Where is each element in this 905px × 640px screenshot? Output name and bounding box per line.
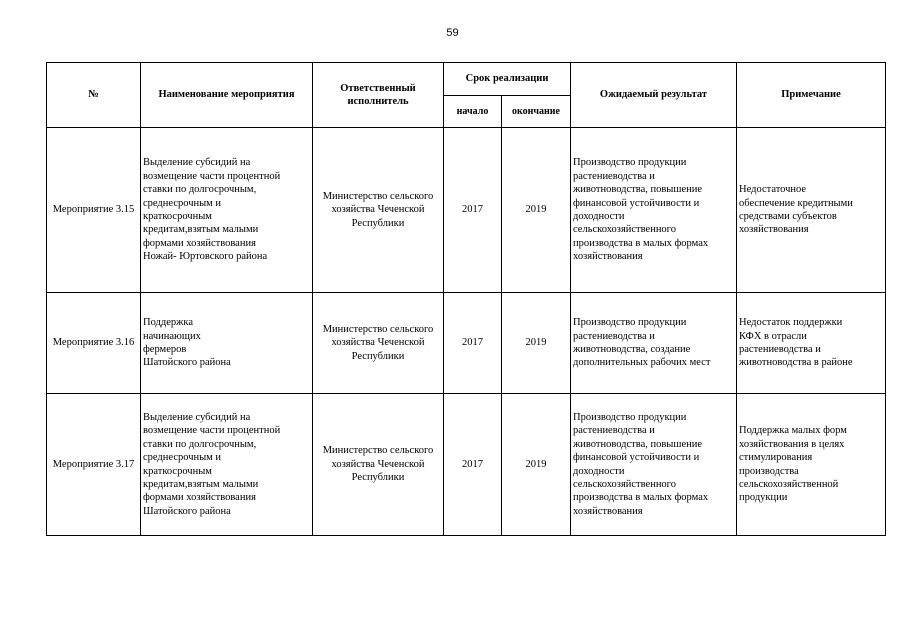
- row-note: [737, 293, 886, 394]
- activities-table: [46, 62, 886, 536]
- row-name-text: Поддержка начинающих фермеров Шатойского района: [143, 317, 231, 369]
- row-note-text: Недостаток поддержки КФХ в отрасли растениеводства и животноводства в районе: [739, 317, 853, 369]
- header-start: начало: [444, 96, 502, 128]
- header-end: окончание: [502, 96, 571, 128]
- header-result: Ожидаемый результат: [571, 63, 737, 128]
- row-end: 2019: [502, 128, 571, 293]
- row-note-text: Поддержка малых форм хозяйствования в целях стимулирования производства сельскохозяйственной продукции: [739, 425, 847, 504]
- header-period: Срок реализации: [444, 63, 571, 96]
- row-end: 2019: [502, 394, 571, 536]
- row-name: [141, 128, 313, 293]
- row-name: [141, 293, 313, 394]
- row-start: 2017: [444, 293, 502, 394]
- header-row: [47, 63, 886, 96]
- row-start: 2017: [444, 128, 502, 293]
- row-executor: Министерство сельского хозяйства Чеченской Республики: [313, 394, 444, 536]
- row-note-text: Недостаточное обеспечение кредитными средствами субъектов хозяйствования: [739, 184, 853, 236]
- row-result-text: Производство продукции растениеводства и животноводства, повышение финансовой устойчивости и доходности сельскохозяйственного производства в малых формах хозяйствования: [573, 157, 709, 263]
- row-result: [571, 128, 737, 293]
- row-num: Мероприятие 3.15: [47, 128, 141, 293]
- row-note: [737, 128, 886, 293]
- row-name-text: Выделение субсидий на возмещение части процентной ставки по долгосрочным, среднесрочным и краткосрочным кредитам,взятым малыми формами хозяйствования Шатойского района: [143, 411, 281, 517]
- row-result-text: Производство продукции растениеводства и животноводства, повышение финансовой устойчивости и доходности сельскохозяйственного производства в малых формах хозяйствования: [573, 411, 709, 517]
- header-note: Примечание: [737, 63, 886, 128]
- row-result: [571, 394, 737, 536]
- row-executor: Министерство сельского хозяйства Чеченской Республики: [313, 128, 444, 293]
- table-row: [47, 128, 886, 293]
- row-name: [141, 394, 313, 536]
- row-result: [571, 293, 737, 394]
- row-num: Мероприятие 3.17: [47, 394, 141, 536]
- row-executor: Министерство сельского хозяйства Чеченской Республики: [313, 293, 444, 394]
- row-result-text: Производство продукции растениеводства и животноводства, создание дополнительных рабочих мест: [573, 317, 711, 369]
- row-num: Мероприятие 3.16: [47, 293, 141, 394]
- header-num: №: [47, 63, 141, 128]
- row-name-text: Выделение субсидий на возмещение части процентной ставки по долгосрочным, среднесрочным и краткосрочным кредитам,взятым малыми формами хозяйствования Ножай- Юртовского района: [143, 157, 281, 263]
- page-number: 59: [446, 27, 459, 39]
- row-end: 2019: [502, 293, 571, 394]
- header-name: Наименование мероприятия: [141, 63, 313, 128]
- table-row: [47, 293, 886, 394]
- row-start: 2017: [444, 394, 502, 536]
- table-row: [47, 394, 886, 536]
- row-note: [737, 394, 886, 536]
- header-executor: Ответственный исполнитель: [313, 63, 444, 128]
